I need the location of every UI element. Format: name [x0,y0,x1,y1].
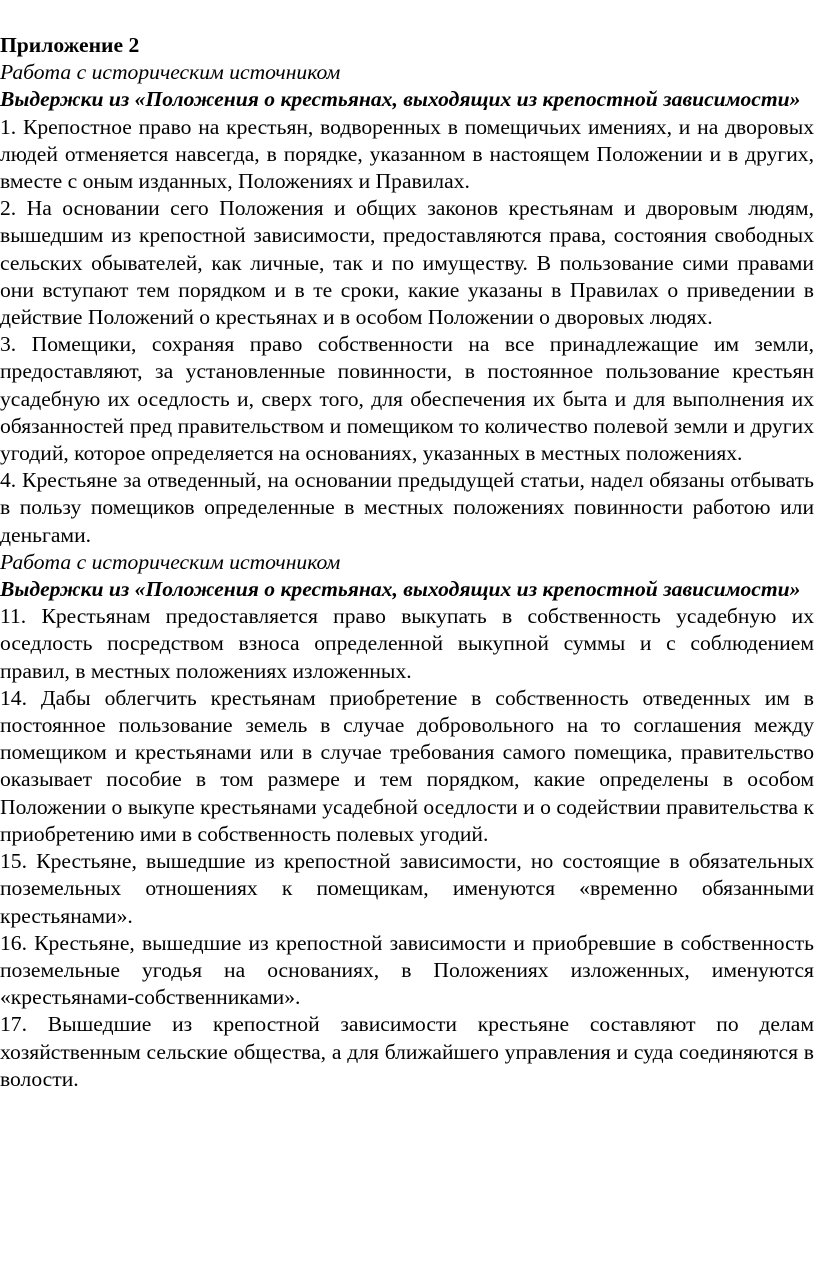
section-label-1: Работа с историческим источником [0,60,341,85]
section-label-2: Работа с историческим источником [0,549,341,574]
article-14: 14. Дабы облегчить крестьянам приобретение в собственность отведенных им в постоянное пользование земель в случае добровольного на то соглашения между помещиком и крестьянами или в случае требования самого помещика, правительство оказывает пособие в том размере и тем порядком, какие определены в особом Положении о выкупе крестьянами усадебной оседлости и о содействии правительства к приобретению ими в собственность полевых угодий. [0,685,814,846]
article-4: 4. Крестьяне за отведенный, на основании предыдущей статьи, надел обязаны отбывать в пользу помещиков определенные в местных положениях повинности работою или деньгами. [0,468,814,547]
document-page [0,32,814,1093]
article-2: 2. На основании сего Положения и общих законов крестьянам и дворовым людям, вышедшим из крепостной зависимости, предоставляются права, состояния свободных сельских обывателей, как личные, так и по имуществу. В пользование сими правами они вступают тем порядком и в те сроки, какие указаны в Правилах о приведении в действие Положений о крестьянах и в особом Положении о дворовых людях. [0,196,814,330]
article-16: 16. Крестьяне, вышедшие из крепостной зависимости и приобревшие в собственность поземельные угодья на основаниях, в Положениях изложенных, именуются «крестьянами-собственниками». [0,930,814,1010]
article-17: 17. Вышедшие из крепостной зависимости крестьяне составляют по делам хозяйственным сельские общества, а для ближайшего управления и суда соединяются в волости. [0,1012,814,1091]
source-heading-2: Выдержки из «Положения о крестьянах, выходящих из крепостной зависимости» [0,577,801,602]
article-1: 1. Крепостное право на крестьян, водворенных в помещичьих имениях, и на дворовых людей отменяется навсегда, в порядке, указанном в настоящем Положении и в других, вместе с оным изданных, Положениях и Правилах. [0,114,814,194]
document-title: Приложение 2 [0,33,140,57]
source-heading-1: Выдержки из «Положения о крестьянах, выходящих из крепостной зависимости» [0,87,801,112]
article-3: 3. Помещики, сохраняя право собственности на все принадлежащие им земли, предоставляют, за установленные повинности, в постоянное пользование крестьян усадебную их оседлость и, сверх того, для обеспечения их быта и для выполнения их обязанностей пред правительством и помещиком то количество полевой земли и других угодий, которое определяется на основаниях, указанных в местных положениях. [0,332,814,466]
article-11: 11. Крестьянам предоставляется право выкупать в собственность усадебную их оседлость посредством взноса определенной выкупной суммы и с соблюдением правил, в местных положениях изложенных. [0,604,814,683]
article-15: 15. Крестьяне, вышедшие из крепостной зависимости, но состоящие в обязательных поземельных отношениях к помещикам, именуются «временно обязанными крестьянами». [0,849,814,928]
